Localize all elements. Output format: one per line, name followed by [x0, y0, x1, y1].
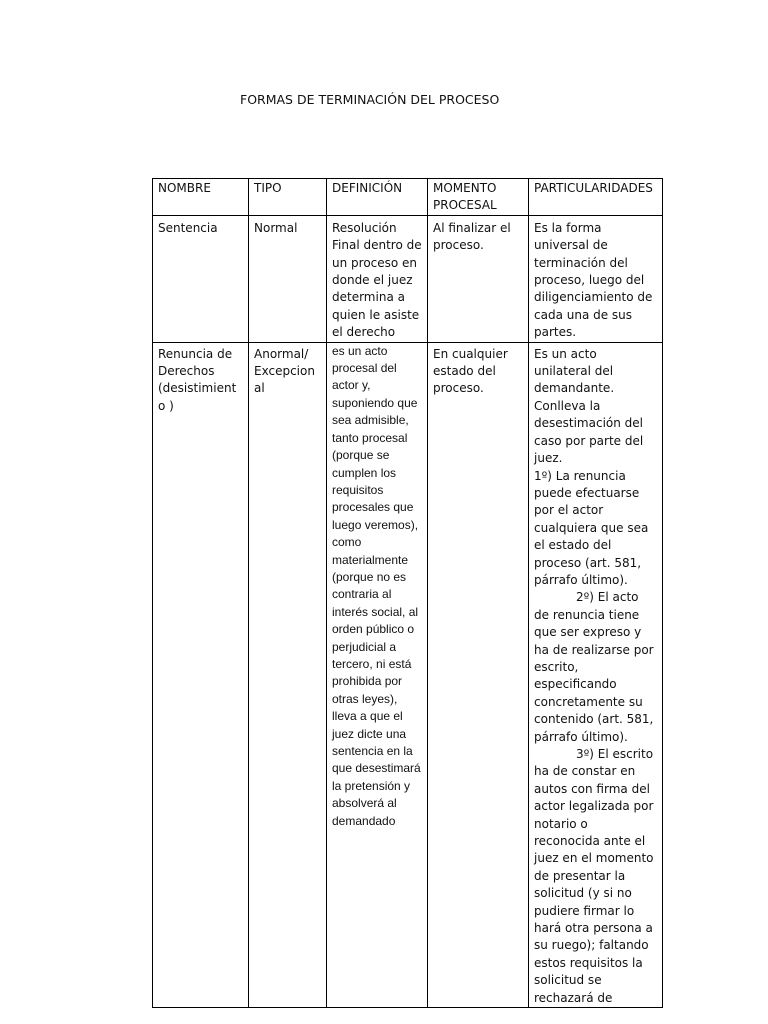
- header-particularidades: PARTICULARIDADES: [529, 179, 663, 216]
- header-nombre: NOMBRE: [153, 179, 249, 216]
- particularidad-paragraph: Es la forma universal de terminación del proceso, luego del diligenciamiento de cada una de sus partes.: [534, 220, 653, 340]
- header-definicion: DEFINICIÓN: [327, 179, 428, 216]
- termination-forms-table: [152, 178, 663, 1008]
- cell-tipo: Normal: [249, 215, 327, 342]
- table-row: [153, 342, 663, 1007]
- particularidad-paragraph: 3º) El escrito ha de constar en autos con firma del actor legalizada por notario o reconocida ante el juez en el momento de presentar la solicitud (y si no pudiere firmar lo hará otra persona a su ruego); faltando estos requisitos la solicitud se rechazará de: [534, 747, 654, 1005]
- cell-momento: En cualquier estado del proceso.: [428, 342, 529, 1007]
- cell-nombre: Sentencia: [153, 215, 249, 342]
- cell-definicion: es un acto procesal del actor y, suponiendo que sea admisible, tanto procesal (porque se cumplen los requisitos procesales que luego veremos), como materialmente (porque no es contraria al interés social, al orden público o perjudicial a tercero, ni está prohibida por otras leyes), lleva a que el juez dicte una sentencia en la que desestimará la pretensión y absolverá al demandado: [327, 342, 428, 1007]
- document-title: FORMAS DE TERMINACIÓN DEL PROCESO: [240, 92, 500, 107]
- header-momento-procesal: MOMENTO PROCESAL: [428, 179, 529, 216]
- table-header-row: [153, 179, 663, 216]
- cell-particularidades: [529, 342, 663, 1007]
- particularidad-paragraph: 1º) La renuncia puede efectuarse por el actor cualquiera que sea el estado del proceso (art. 581, párrafo último).: [534, 468, 649, 587]
- table-row: [153, 215, 663, 342]
- cell-definicion: Resolución Final dentro de un proceso en donde el juez determina a quien le asiste el derecho: [327, 215, 428, 342]
- cell-nombre: Renuncia de Derechos (desistimiento ): [153, 342, 249, 1007]
- header-tipo: TIPO: [249, 179, 327, 216]
- cell-particularidades: [529, 215, 663, 342]
- particularidad-paragraph: Es un acto unilateral del demandante. Conlleva la desestimación del caso por parte del juez.: [534, 346, 644, 466]
- cell-momento: Al finalizar el proceso.: [428, 215, 529, 342]
- cell-tipo: Anormal/ Excepcional: [249, 342, 327, 1007]
- particularidad-paragraph: 2º) El acto de renuncia tiene que ser expreso y ha de realizarse por escrito, especificando concretamente su contenido (art. 581, párrafo último).: [534, 590, 654, 744]
